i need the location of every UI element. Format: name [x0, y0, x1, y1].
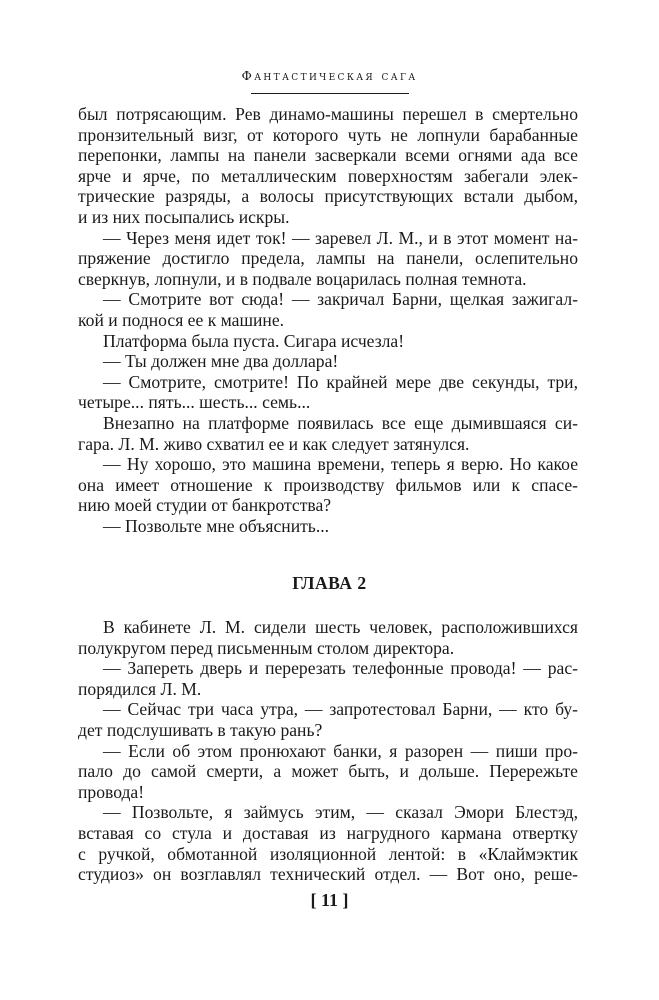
text-line: нию моей студии от банкротства?	[78, 495, 332, 516]
text-line: пало до самой смерти, а может быть, и дольше. Перережьте	[78, 761, 578, 782]
text-line: ярче и ярче, по металлическим поверхностям забегали элек-	[78, 165, 578, 186]
text-line: студиоз» он возглавлял технический отдел. — Вот оно, реше-	[78, 864, 578, 885]
text-line: и из них посыпались искры.	[78, 206, 290, 227]
text-line: четыре... пять... шесть... семь...	[78, 392, 311, 413]
text-line: пряжение достигло предела, лампы на панели, ослепительно	[78, 248, 578, 269]
page-number: [ 11 ]	[310, 890, 349, 910]
text-line: дет подслушивать в такую рань?	[78, 719, 323, 740]
text-line: был потрясающим. Рев динамо-машины перешел в смертельно	[78, 104, 578, 124]
text-line: вставая со стула и доставая из нагрудного кармана отвертку	[78, 822, 578, 843]
text-line: — Смотрите, смотрите! По крайней мере две секунды, три,	[103, 371, 578, 392]
text-line: — Смотрите вот сюда! — закричал Барни, щелкая зажигал-	[103, 289, 578, 310]
text-line: — Через меня идет ток! — заревел Л. М., и в этот момент на-	[103, 227, 578, 248]
text-line: гара. Л. М. живо схватил ее и как следует затянулся.	[78, 433, 470, 454]
text-line: пронзительный визг, от которого чуть не лопнули барабанные	[78, 124, 578, 145]
text-line: Внезапно на платформе появилась все еще дымившаяся си-	[103, 412, 578, 433]
text-block-1	[78, 104, 578, 536]
text-line: провода!	[78, 781, 145, 802]
text-line: сверкнув, лопнули, и в подвале воцарилась полная темнота.	[78, 268, 527, 289]
text-line: Платформа была пуста. Сигара исчезла!	[103, 330, 405, 351]
text-line: В кабинете Л. М. сидели шесть человек, расположившихся	[103, 617, 578, 637]
text-line: кой и поднося ее к машине.	[78, 309, 285, 330]
text-line: — Запереть дверь и перерезать телефонные провода! — рас-	[103, 658, 578, 679]
text-line: — Ты должен мне два доллара!	[103, 351, 339, 372]
text-block-2	[78, 617, 578, 885]
text-line: — Позвольте, я займусь этим, — сказал Эмори Блестэд,	[103, 802, 578, 823]
text-line: — Сейчас три часа утра, — запротестовал Барни, — кто бу-	[103, 699, 578, 720]
text-line: она имеет отношение к производству фильмов или к спасе-	[78, 474, 578, 495]
text-line: — Ну хорошо, это машина времени, теперь я верю. Но какое	[103, 454, 578, 475]
text-line: — Позвольте мне объяснить...	[103, 515, 330, 536]
header-rule	[251, 93, 409, 94]
text-line: с ручкой, обмотанной изоляционной лентой: в «Клаймэктик	[78, 843, 578, 864]
text-line: перепонки, лампы на панели засверкали всеми огнями ада все	[78, 145, 578, 166]
text-line: порядился Л. М.	[78, 678, 202, 699]
running-head: Фантастическая сага	[241, 68, 418, 83]
text-line: — Если об этом пронюхают банки, я разорен — пиши про-	[103, 740, 578, 761]
text-line: полукругом перед письменным столом директора.	[78, 637, 455, 658]
text-line: трические разряды, а волосы присутствующих встали дыбом,	[78, 186, 578, 207]
chapter-title: ГЛАВА 2	[292, 573, 367, 593]
